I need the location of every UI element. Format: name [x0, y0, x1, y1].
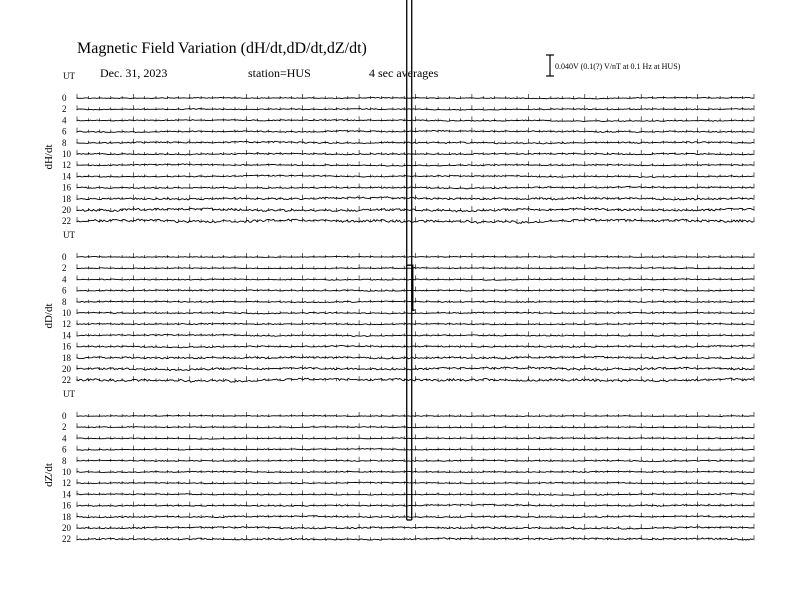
trace-row: [62, 330, 754, 340]
trace-row: [62, 523, 754, 533]
ut-label: UT: [63, 230, 75, 240]
row-label: 20: [62, 205, 71, 215]
trace-row: [62, 263, 754, 310]
row-label: 8: [62, 296, 67, 307]
trace-row: [62, 489, 754, 499]
row-label: 16: [62, 182, 71, 193]
row-label: 14: [62, 171, 71, 182]
row-label: 6: [62, 126, 67, 137]
row-label: 12: [62, 478, 71, 489]
row-label: 4: [62, 433, 67, 444]
averaging-label: 4 sec averages: [369, 66, 439, 80]
scale-label: 0.040V (0.1(?) V/nT at 0.1 Hz at HUS): [555, 62, 681, 71]
row-label: 8: [62, 137, 67, 148]
row-label: 0: [62, 411, 67, 421]
row-label: 10: [62, 149, 71, 159]
row-label: 6: [62, 444, 67, 455]
row-label: 16: [62, 500, 71, 511]
row-label: 16: [62, 341, 71, 352]
trace-row: [62, 353, 754, 363]
row-label: 10: [62, 467, 71, 477]
trace-row: [62, 534, 754, 544]
panel-ylabel: dH/dt: [43, 144, 55, 170]
row-label: 14: [62, 489, 71, 500]
row-label: 2: [62, 263, 67, 274]
trace-row: [62, 183, 754, 193]
trace-row: [62, 501, 754, 511]
trace-row: [62, 342, 754, 352]
trace-row: [62, 433, 754, 443]
panel-ylabel: dZ/dt: [43, 463, 55, 487]
row-label: 12: [62, 160, 71, 171]
panel-ylabel: dD/dt: [43, 303, 55, 329]
row-label: 18: [62, 511, 71, 522]
chart-title: Magnetic Field Variation (dH/dt,dD/dt,dZ/dt): [77, 40, 367, 57]
panel-dZ-dt: [43, 389, 754, 544]
row-label: 8: [62, 455, 67, 466]
trace-row: [62, 127, 754, 137]
trace-row: [62, 319, 754, 329]
row-label: 22: [62, 534, 71, 545]
row-label: 0: [62, 252, 67, 262]
scale-bar: [546, 55, 554, 76]
row-label: 10: [62, 308, 71, 318]
row-label: 22: [62, 375, 71, 386]
row-label: 12: [62, 319, 71, 330]
ut-label: UT: [63, 389, 75, 399]
station-label: station=HUS: [248, 66, 311, 80]
ut-label: UT: [63, 71, 75, 81]
row-label: 20: [62, 364, 71, 374]
trace-row: [62, 93, 754, 103]
spike-feature: [407, 265, 415, 310]
row-label: 6: [62, 285, 67, 296]
trace-row: [62, 411, 754, 421]
panel-dD-dt: [43, 230, 754, 385]
trace-row: [62, 445, 754, 455]
row-label: 2: [62, 422, 67, 433]
panel-dH-dt: [43, 71, 754, 226]
trace-row: [62, 194, 754, 204]
row-label: 18: [62, 352, 71, 363]
trace-row: [62, 138, 754, 148]
trace-row: [62, 171, 754, 181]
row-label: 0: [62, 93, 67, 103]
trace-row: [62, 456, 754, 466]
row-label: 18: [62, 193, 71, 204]
trace-row: [62, 149, 754, 159]
trace-row: [62, 364, 754, 374]
trace-row: [62, 205, 754, 215]
trace-row: [62, 115, 754, 125]
row-label: 4: [62, 115, 67, 126]
trace-row: [62, 216, 754, 226]
row-label: 20: [62, 523, 71, 533]
trace-row: [62, 160, 754, 170]
trace-row: [62, 308, 754, 318]
trace-row: [62, 274, 754, 284]
trace-row: [62, 297, 754, 307]
panels: [43, 71, 754, 544]
row-label: 14: [62, 330, 71, 341]
trace-row: [62, 422, 754, 432]
trace-row: [62, 467, 754, 477]
trace-row: [62, 375, 754, 385]
date-label: Dec. 31, 2023: [100, 66, 168, 80]
trace-row: [62, 286, 754, 296]
trace-row: [62, 478, 754, 488]
row-label: 4: [62, 274, 67, 285]
row-label: 22: [62, 216, 71, 227]
row-label: 2: [62, 104, 67, 115]
trace-row: [62, 252, 754, 262]
row-ticks: [77, 365, 754, 370]
trace-row: [62, 104, 754, 114]
